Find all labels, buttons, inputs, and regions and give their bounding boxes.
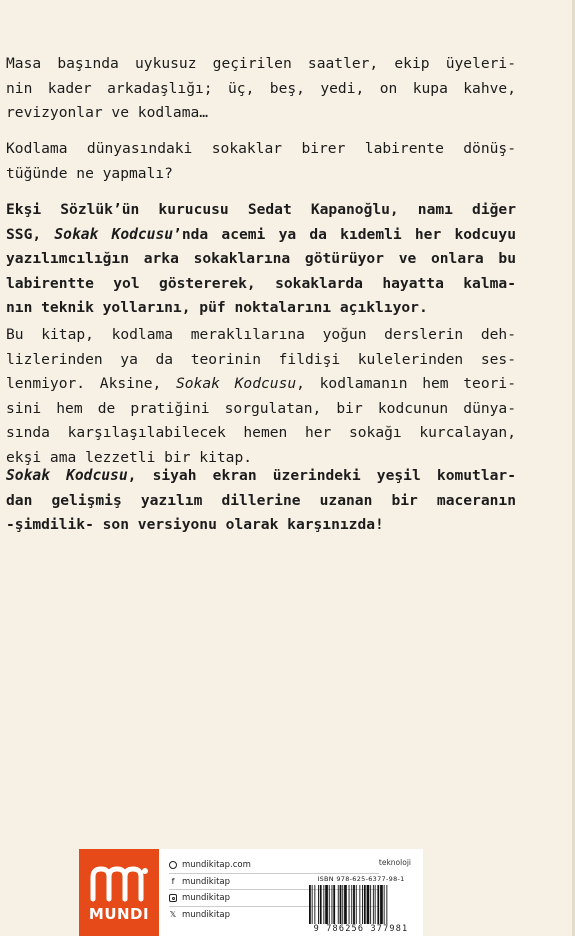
- book-title-italic: Sokak Kodcusu: [176, 375, 297, 392]
- paragraph-question: [6, 137, 516, 186]
- barcode-bar: [342, 885, 343, 925]
- text-line: tüğünde ne yapmalı?: [6, 164, 173, 182]
- barcode-bar: [329, 885, 330, 925]
- website-text: mundikitap.com: [182, 860, 251, 871]
- barcode-bar: [367, 885, 370, 925]
- barcode-bar: [332, 885, 333, 925]
- logo-wordmark: MUNDI: [88, 905, 150, 923]
- x-link[interactable]: [169, 907, 299, 924]
- barcode-bar: [351, 885, 352, 925]
- publisher-footer: [79, 849, 423, 936]
- barcode-bar: [349, 885, 350, 925]
- text-line: sında karşılaşılabilecek hemen her sokağı kurcalayan,: [6, 424, 516, 441]
- barcode-bar: [353, 885, 355, 925]
- website-link[interactable]: [169, 857, 299, 874]
- barcode-bar: [320, 885, 322, 925]
- barcode-bar: [333, 885, 335, 925]
- isbn-text: ISBN 978-625-6377-98-1: [317, 875, 405, 883]
- barcode-bar: [370, 885, 371, 925]
- barcode-bar: [380, 885, 383, 925]
- text-line: -şimdilik- son versiyonu olarak karşınızda!: [6, 516, 384, 533]
- text-segment: ’nda acemi ya da kıdemli her kodcuyu: [173, 225, 516, 243]
- text-segment: lenmiyor. Aksine,: [6, 375, 176, 392]
- facebook-icon: f: [171, 876, 175, 886]
- barcode-bar: [359, 885, 360, 925]
- book-title-italic: Sokak Kodcusu: [6, 467, 128, 484]
- barcode-bar: [362, 885, 363, 925]
- category-label: teknoloji: [378, 858, 411, 867]
- text-segment: , kodlamanın hem teori-: [296, 375, 516, 392]
- text-line: Ekşi Sözlük’ün kurucusu Sedat Kapanoğlu, namı diğer: [6, 201, 516, 218]
- text-line: Bu kitap, kodlama meraklılarına yoğun derslerin deh-: [6, 326, 516, 343]
- paragraph-description: [6, 323, 516, 470]
- barcode-bar: [356, 885, 357, 925]
- globe-icon: [169, 861, 177, 869]
- barcode-bar: [375, 885, 376, 925]
- mundi-logo-icon: [89, 863, 149, 903]
- paragraph-intro: [6, 52, 516, 126]
- text-line: Kodlama dünyasındaki sokaklar birer labirente dönüş-: [6, 140, 516, 157]
- text-line: nin kader arkadaşlığı; üç, beş, yedi, on kupa kahve,: [6, 79, 516, 97]
- barcode-bar: [344, 885, 347, 925]
- x-icon: 𝕏: [169, 909, 177, 919]
- text-line: lizlerinden ya da teorinin fildişi kulelerinden ses-: [6, 350, 516, 368]
- barcode-bar: [338, 885, 339, 925]
- text-line: dan gelişmiş yazılım dillerine uzanan bir maceranın: [6, 491, 516, 509]
- barcode-bar: [318, 885, 319, 925]
- facebook-text: mundikitap: [182, 876, 231, 887]
- barcode-bar: [386, 885, 387, 925]
- text-segment: SSG,: [6, 225, 55, 243]
- barcode-bar: [314, 885, 315, 925]
- instagram-link[interactable]: [169, 890, 299, 907]
- barcode-bar: [373, 885, 374, 925]
- barcode-bar: [309, 885, 311, 925]
- text-line: [6, 372, 516, 397]
- paragraph-closing: [6, 464, 516, 538]
- barcode-bar: [384, 885, 385, 925]
- paragraph-author: [6, 198, 516, 321]
- barcode-bar: [364, 885, 366, 925]
- text-line: Masa başında uykusuz geçirilen saatler, ekip üyeleri-: [6, 55, 516, 72]
- text-segment: , siyah ekran üzerindeki yeşil komutlar-: [127, 467, 516, 484]
- barcode-bar: [325, 885, 328, 925]
- text-line: yazılımcılığın arka sokaklarına götürüyor ve onlara bu: [6, 250, 516, 267]
- instagram-icon: [169, 894, 177, 902]
- text-line: [6, 223, 516, 248]
- text-line: sini hem de pratiğini sorgulatan, bir kodcunun dünya-: [6, 399, 516, 417]
- social-links: [169, 857, 299, 923]
- barcode-bar: [323, 885, 324, 925]
- text-line: nın teknik yollarını, püf noktalarını açıklıyor.: [6, 299, 428, 316]
- text-line: ekşi ama lezzetli bir kitap.: [6, 448, 253, 466]
- text-line: revizyonlar ve kodlama…: [6, 104, 209, 121]
- barcode-number: 9 786256 377981: [301, 924, 421, 934]
- instagram-text: mundikitap: [182, 893, 231, 904]
- facebook-link[interactable]: [169, 874, 299, 891]
- x-text: mundikitap: [182, 909, 231, 920]
- text-line: labirentte yol göstererek, sokaklarda hayatta kalma-: [6, 274, 516, 292]
- mundi-logo: [79, 849, 159, 936]
- barcode-bar: [377, 885, 379, 925]
- barcode-bar: [340, 885, 342, 925]
- divider: [169, 873, 379, 874]
- barcode-bar: [312, 885, 313, 925]
- barcode: [307, 885, 415, 925]
- book-title-italic: Sokak Kodcusu: [54, 225, 174, 243]
- text-line: [6, 464, 516, 489]
